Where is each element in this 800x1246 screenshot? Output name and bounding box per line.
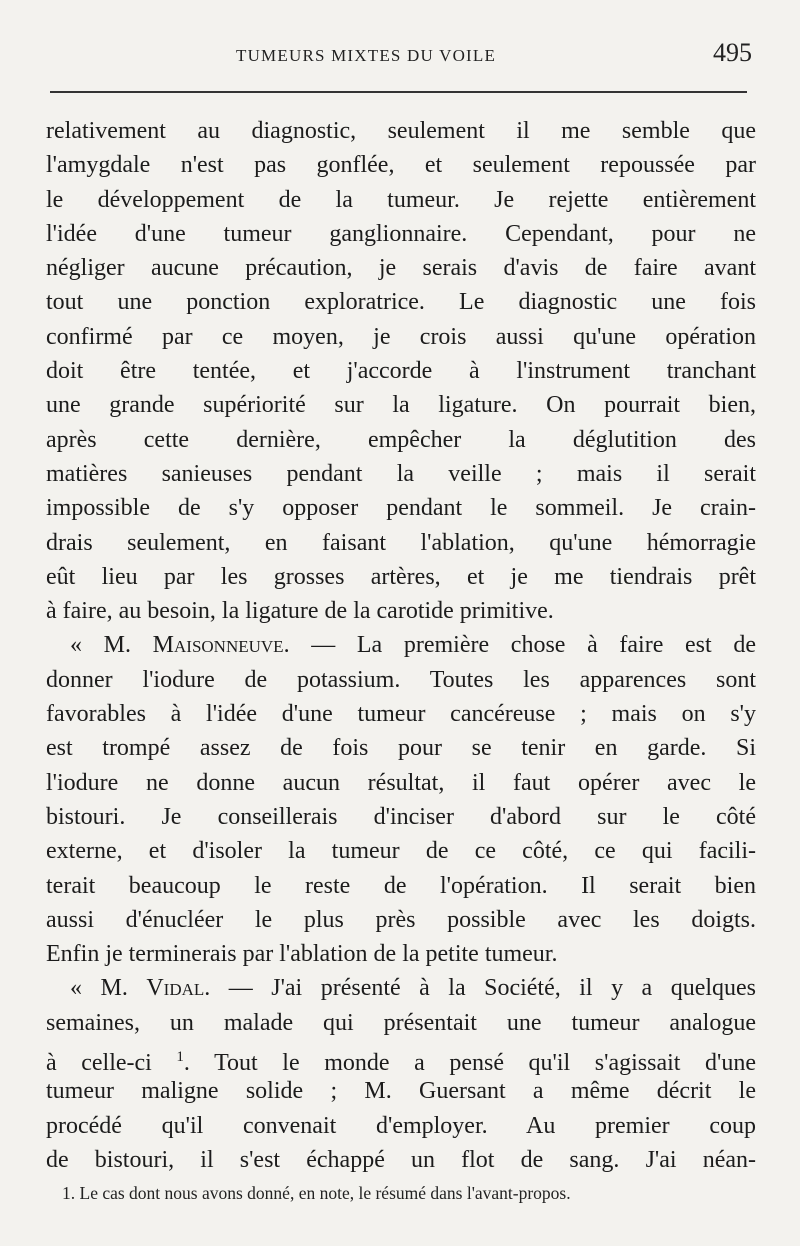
text-line: à celle-ci $^1$. Tout le monde a pensé qu'il s'agissait d'une: [46, 1049, 756, 1077]
text-line: confirmé par ce moyen, je crois aussi qu'une opération: [46, 323, 756, 350]
text-line: négliger aucune précaution, je serais d'avis de faire avant: [46, 255, 756, 282]
footnote-marker: 1: [176, 1049, 184, 1066]
text-line: de bistouri, il s'est échappé un flot de sang. J'ai néan-: [46, 1146, 756, 1173]
speaker-name: Vidal: [146, 975, 205, 1002]
text-line: une grande supériorité sur la ligature. On pourrait bien,: [46, 392, 756, 419]
text-line: tout une ponction exploratrice. Le diagnostic une fois: [46, 289, 756, 316]
text-line: donner l'iodure de potassium. Toutes les apparences sont: [46, 666, 756, 693]
text-line: impossible de s'y opposer pendant le sommeil. Je crain-: [46, 495, 756, 522]
text-line: aussi d'énucléer le plus près possible avec les doigts.: [46, 906, 756, 933]
page-number: 495: [713, 38, 752, 67]
text-line: après cette dernière, empêcher la déglutition des: [46, 426, 756, 453]
text-line: terait beaucoup le reste de l'opération. Il serait bien: [46, 872, 756, 899]
text-line: l'amygdale n'est pas gonflée, et seulement repoussée par: [46, 152, 756, 179]
footnote: 1. Le cas dont nous avons donné, en note, le résumé dans l'avant-propos.: [62, 1183, 571, 1203]
text-line: l'iodure ne donne aucun résultat, il faut opérer avec le: [46, 769, 756, 796]
text-line: bistouri. Je conseillerais d'inciser d'abord sur le côté: [46, 803, 756, 830]
text-line: favorables à l'idée d'une tumeur cancéreuse ; mais on s'y: [46, 701, 756, 728]
text-line: eût lieu par les grosses artères, et je me tiendrais prêt: [46, 563, 756, 590]
text-line: procédé qu'il convenait d'employer. Au premier coup: [46, 1112, 756, 1139]
text-line: drais seulement, en faisant l'ablation, qu'une hémorragie: [46, 529, 756, 556]
header-rule: [50, 91, 747, 93]
text-line: matières sanieuses pendant la veille ; mais il serait: [46, 460, 756, 487]
text-line: externe, et d'isoler la tumeur de ce côté, ce qui facili-: [46, 838, 756, 865]
text-line: Enfin je terminerais par l'ablation de la petite tumeur.: [46, 941, 558, 968]
text-line: semaines, un malade qui présentait une tumeur analogue: [46, 1009, 756, 1036]
text-line: doit être tentée, et j'accorde à l'instrument tranchant: [46, 358, 756, 385]
text-line: « M. Maisonneuve. — La première chose à faire est de: [70, 632, 757, 659]
text-line: à faire, au besoin, la ligature de la carotide primitive.: [46, 598, 554, 625]
speaker-name: Maisonneuve: [152, 632, 284, 659]
text-line: est trompé assez de fois pour se tenir en garde. Si: [46, 735, 756, 762]
body-text: [46, 114, 756, 1177]
text-line: l'idée d'une tumeur ganglionnaire. Cependant, pour ne: [46, 220, 756, 247]
text-line: tumeur maligne solide ; M. Guersant a même décrit le: [46, 1078, 756, 1105]
text-line: relativement au diagnostic, seulement il me semble que: [46, 118, 756, 144]
running-title: TUMEURS MIXTES DU VOILE: [236, 46, 497, 65]
running-head: [46, 38, 752, 72]
text-line: « M. Vidal. — J'ai présenté à la Société, il y a quelques: [70, 975, 757, 1002]
text-line: le développement de la tumeur. Je rejette entièrement: [46, 186, 756, 213]
